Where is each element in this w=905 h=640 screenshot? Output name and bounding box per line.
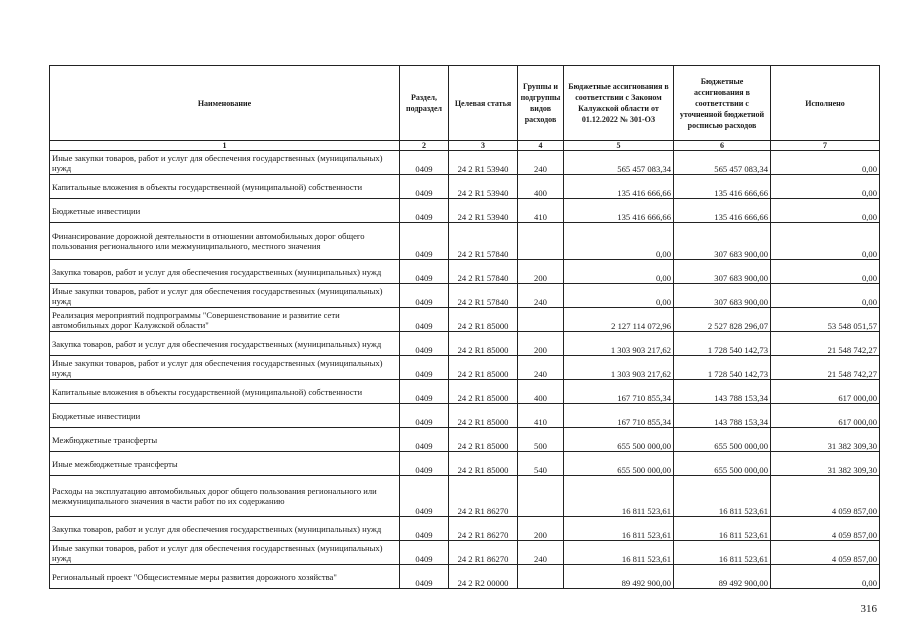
cell-section: 0409 bbox=[400, 428, 449, 452]
cell-refined: 2 527 828 296,07 bbox=[674, 308, 771, 332]
cell-name: Региональный проект "Общесистемные меры развития дорожного хозяйства" bbox=[50, 565, 400, 589]
cell-article: 24 2 R1 57840 bbox=[449, 284, 518, 308]
cell-group bbox=[518, 476, 564, 517]
cell-name: Бюджетные инвестиции bbox=[50, 404, 400, 428]
cell-group bbox=[518, 223, 564, 260]
cell-refined: 1 728 540 142,73 bbox=[674, 332, 771, 356]
table-row bbox=[50, 223, 880, 260]
cell-name: Закупка товаров, работ и услуг для обеспечения государственных (муниципальных) нужд bbox=[50, 332, 400, 356]
cell-name: Иные закупки товаров, работ и услуг для обеспечения государственных (муниципальных) нужд bbox=[50, 356, 400, 380]
cell-executed: 617 000,00 bbox=[771, 380, 880, 404]
cell-article: 24 2 R1 85000 bbox=[449, 380, 518, 404]
cell-executed: 4 059 857,00 bbox=[771, 541, 880, 565]
cell-group: 400 bbox=[518, 175, 564, 199]
table-body bbox=[50, 151, 880, 589]
cell-name: Иные закупки товаров, работ и услуг для обеспечения государственных (муниципальных) нужд bbox=[50, 541, 400, 565]
cell-refined: 143 788 153,34 bbox=[674, 404, 771, 428]
cell-group: 240 bbox=[518, 284, 564, 308]
cell-section: 0409 bbox=[400, 223, 449, 260]
cell-refined: 143 788 153,34 bbox=[674, 380, 771, 404]
cell-executed: 0,00 bbox=[771, 284, 880, 308]
cell-law: 2 127 114 072,96 bbox=[564, 308, 674, 332]
cell-article: 24 2 R1 53940 bbox=[449, 199, 518, 223]
cell-refined: 16 811 523,61 bbox=[674, 541, 771, 565]
cell-law: 135 416 666,66 bbox=[564, 175, 674, 199]
header-group: Группы и подгруппы видов расходов bbox=[518, 66, 564, 141]
cell-name: Капитальные вложения в объекты государственной (муниципальной) собственности bbox=[50, 380, 400, 404]
cell-group: 240 bbox=[518, 151, 564, 175]
cell-section: 0409 bbox=[400, 151, 449, 175]
cell-article: 24 2 R1 53940 bbox=[449, 175, 518, 199]
cell-refined: 655 500 000,00 bbox=[674, 428, 771, 452]
cell-law: 89 492 900,00 bbox=[564, 565, 674, 589]
cell-law: 16 811 523,61 bbox=[564, 476, 674, 517]
cell-executed: 0,00 bbox=[771, 565, 880, 589]
header-refined: Бюджетные ассигнования в соответствии с уточненной бюджетной росписью расходов bbox=[674, 66, 771, 141]
column-number: 5 bbox=[564, 141, 674, 151]
table-row bbox=[50, 332, 880, 356]
table-row bbox=[50, 541, 880, 565]
cell-executed: 4 059 857,00 bbox=[771, 476, 880, 517]
cell-name: Закупка товаров, работ и услуг для обеспечения государственных (муниципальных) нужд bbox=[50, 517, 400, 541]
cell-refined: 565 457 083,34 bbox=[674, 151, 771, 175]
table-row bbox=[50, 356, 880, 380]
header-article: Целевая статья bbox=[449, 66, 518, 141]
column-number: 3 bbox=[449, 141, 518, 151]
cell-name: Иные межбюджетные трансферты bbox=[50, 452, 400, 476]
cell-name: Реализация мероприятий подпрограммы "Совершенствование и развитие сети автомобильных дорог Калужской области" bbox=[50, 308, 400, 332]
cell-group: 200 bbox=[518, 260, 564, 284]
cell-law: 565 457 083,34 bbox=[564, 151, 674, 175]
column-number: 6 bbox=[674, 141, 771, 151]
cell-name: Бюджетные инвестиции bbox=[50, 199, 400, 223]
cell-article: 24 2 R1 85000 bbox=[449, 308, 518, 332]
cell-section: 0409 bbox=[400, 260, 449, 284]
cell-article: 24 2 R1 86270 bbox=[449, 541, 518, 565]
cell-group: 240 bbox=[518, 541, 564, 565]
cell-name: Иные закупки товаров, работ и услуг для обеспечения государственных (муниципальных) нужд bbox=[50, 284, 400, 308]
cell-article: 24 2 R1 86270 bbox=[449, 517, 518, 541]
cell-law: 167 710 855,34 bbox=[564, 404, 674, 428]
cell-article: 24 2 R1 85000 bbox=[449, 356, 518, 380]
column-number: 2 bbox=[400, 141, 449, 151]
column-number-row bbox=[50, 141, 880, 151]
table-row bbox=[50, 308, 880, 332]
cell-section: 0409 bbox=[400, 476, 449, 517]
column-number: 4 bbox=[518, 141, 564, 151]
table-row bbox=[50, 151, 880, 175]
table-row bbox=[50, 452, 880, 476]
cell-group: 200 bbox=[518, 517, 564, 541]
cell-executed: 31 382 309,30 bbox=[771, 428, 880, 452]
cell-group: 410 bbox=[518, 404, 564, 428]
cell-section: 0409 bbox=[400, 404, 449, 428]
cell-group: 500 bbox=[518, 428, 564, 452]
cell-refined: 135 416 666,66 bbox=[674, 175, 771, 199]
cell-law: 1 303 903 217,62 bbox=[564, 332, 674, 356]
cell-article: 24 2 R1 86270 bbox=[449, 476, 518, 517]
cell-group bbox=[518, 565, 564, 589]
column-number: 7 bbox=[771, 141, 880, 151]
cell-article: 24 2 R2 00000 bbox=[449, 565, 518, 589]
cell-group: 540 bbox=[518, 452, 564, 476]
cell-section: 0409 bbox=[400, 452, 449, 476]
cell-article: 24 2 R1 57840 bbox=[449, 260, 518, 284]
cell-section: 0409 bbox=[400, 284, 449, 308]
cell-group: 400 bbox=[518, 380, 564, 404]
budget-table bbox=[49, 65, 880, 589]
cell-law: 135 416 666,66 bbox=[564, 199, 674, 223]
cell-refined: 16 811 523,61 bbox=[674, 476, 771, 517]
cell-refined: 307 683 900,00 bbox=[674, 260, 771, 284]
cell-group: 240 bbox=[518, 356, 564, 380]
header-name: Наименование bbox=[50, 66, 400, 141]
cell-law: 0,00 bbox=[564, 284, 674, 308]
cell-executed: 0,00 bbox=[771, 175, 880, 199]
cell-article: 24 2 R1 85000 bbox=[449, 452, 518, 476]
cell-name: Финансирование дорожной деятельности в отношении автомобильных дорог общего пользования регионального или межмуниципального, местного значения bbox=[50, 223, 400, 260]
cell-article: 24 2 R1 85000 bbox=[449, 428, 518, 452]
cell-refined: 655 500 000,00 bbox=[674, 452, 771, 476]
cell-group: 410 bbox=[518, 199, 564, 223]
cell-law: 0,00 bbox=[564, 260, 674, 284]
cell-name: Иные закупки товаров, работ и услуг для обеспечения государственных (муниципальных) нужд bbox=[50, 151, 400, 175]
cell-refined: 1 728 540 142,73 bbox=[674, 356, 771, 380]
cell-refined: 307 683 900,00 bbox=[674, 223, 771, 260]
cell-name: Расходы на эксплуатацию автомобильных дорог общего пользования регионального или межмуниципального значения в части работ по их содержанию bbox=[50, 476, 400, 517]
cell-name: Межбюджетные трансферты bbox=[50, 428, 400, 452]
cell-article: 24 2 R1 85000 bbox=[449, 404, 518, 428]
cell-article: 24 2 R1 57840 bbox=[449, 223, 518, 260]
cell-section: 0409 bbox=[400, 199, 449, 223]
cell-refined: 307 683 900,00 bbox=[674, 284, 771, 308]
table-row bbox=[50, 428, 880, 452]
cell-law: 16 811 523,61 bbox=[564, 517, 674, 541]
header-row bbox=[50, 66, 880, 141]
cell-section: 0409 bbox=[400, 541, 449, 565]
cell-law: 167 710 855,34 bbox=[564, 380, 674, 404]
cell-group bbox=[518, 308, 564, 332]
cell-section: 0409 bbox=[400, 380, 449, 404]
cell-executed: 0,00 bbox=[771, 151, 880, 175]
cell-law: 1 303 903 217,62 bbox=[564, 356, 674, 380]
table-row bbox=[50, 565, 880, 589]
cell-law: 655 500 000,00 bbox=[564, 452, 674, 476]
cell-refined: 135 416 666,66 bbox=[674, 199, 771, 223]
cell-executed: 0,00 bbox=[771, 223, 880, 260]
cell-section: 0409 bbox=[400, 175, 449, 199]
cell-section: 0409 bbox=[400, 332, 449, 356]
cell-refined: 89 492 900,00 bbox=[674, 565, 771, 589]
cell-executed: 4 059 857,00 bbox=[771, 517, 880, 541]
cell-executed: 53 548 051,57 bbox=[771, 308, 880, 332]
header-executed: Исполнено bbox=[771, 66, 880, 141]
cell-article: 24 2 R1 85000 bbox=[449, 332, 518, 356]
cell-law: 16 811 523,61 bbox=[564, 541, 674, 565]
cell-section: 0409 bbox=[400, 308, 449, 332]
table-row bbox=[50, 404, 880, 428]
cell-section: 0409 bbox=[400, 517, 449, 541]
table-row bbox=[50, 284, 880, 308]
table-row bbox=[50, 199, 880, 223]
table-row bbox=[50, 517, 880, 541]
cell-executed: 31 382 309,30 bbox=[771, 452, 880, 476]
header-section: Раздел, подраздел bbox=[400, 66, 449, 141]
table-row bbox=[50, 476, 880, 517]
cell-executed: 21 548 742,27 bbox=[771, 332, 880, 356]
cell-group: 200 bbox=[518, 332, 564, 356]
column-number: 1 bbox=[50, 141, 400, 151]
cell-law: 655 500 000,00 bbox=[564, 428, 674, 452]
cell-name: Закупка товаров, работ и услуг для обеспечения государственных (муниципальных) нужд bbox=[50, 260, 400, 284]
cell-section: 0409 bbox=[400, 356, 449, 380]
cell-executed: 617 000,00 bbox=[771, 404, 880, 428]
cell-executed: 0,00 bbox=[771, 199, 880, 223]
cell-name: Капитальные вложения в объекты государственной (муниципальной) собственности bbox=[50, 175, 400, 199]
table-row bbox=[50, 175, 880, 199]
cell-executed: 0,00 bbox=[771, 260, 880, 284]
cell-law: 0,00 bbox=[564, 223, 674, 260]
cell-refined: 16 811 523,61 bbox=[674, 517, 771, 541]
cell-article: 24 2 R1 53940 bbox=[449, 151, 518, 175]
header-law: Бюджетные ассигнования в соответствии с Законом Калужской области от 01.12.2022 № 301-ОЗ bbox=[564, 66, 674, 141]
table-row bbox=[50, 260, 880, 284]
cell-executed: 21 548 742,27 bbox=[771, 356, 880, 380]
cell-section: 0409 bbox=[400, 565, 449, 589]
page-number: 316 bbox=[860, 603, 877, 615]
table-row bbox=[50, 380, 880, 404]
